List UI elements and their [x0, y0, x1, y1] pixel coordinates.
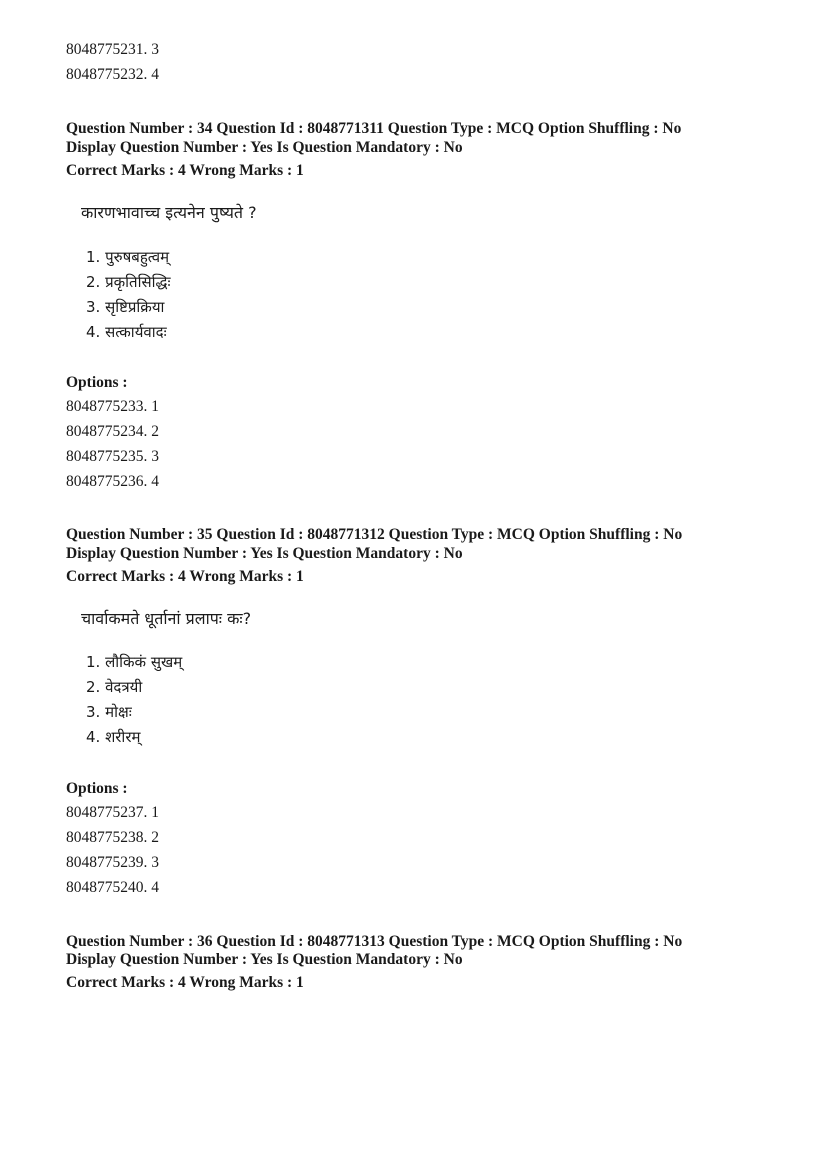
- options-label: Options :: [66, 374, 128, 391]
- question-header: Question Number : 35 Question Id : 8048771312 Question Type : MCQ Option Shuffling : No: [66, 526, 683, 543]
- question-header: Question Number : 36 Question Id : 8048771313 Question Type : MCQ Option Shuffling : No: [66, 933, 683, 950]
- question-text: चार्वाकमते धूर्तानां प्रलापः कः?: [81, 609, 252, 628]
- answer-choice: 2. वेदत्रयी: [86, 678, 143, 696]
- answer-choice: 4. शरीरम्: [86, 728, 141, 746]
- answer-choice: 1. लौकिकं सुखम्: [86, 653, 183, 671]
- answer-choice: 3. मोक्षः: [86, 703, 132, 721]
- option-row: 8048775235. 3: [66, 448, 159, 465]
- option-row: 8048775238. 2: [66, 829, 159, 846]
- options-label: Options :: [66, 780, 128, 797]
- question-display-info: Display Question Number : Yes Is Question Mandatory : No: [66, 951, 463, 968]
- question-header: Question Number : 34 Question Id : 8048771311 Question Type : MCQ Option Shuffling : No: [66, 120, 682, 137]
- option-row: 8048775233. 1: [66, 398, 159, 415]
- question-marks: Correct Marks : 4 Wrong Marks : 1: [66, 974, 304, 991]
- answer-choice: 3. सृष्टिप्रक्रिया: [86, 298, 165, 316]
- option-row: 8048775231. 3: [66, 41, 159, 58]
- option-row: 8048775232. 4: [66, 66, 159, 83]
- option-row: 8048775240. 4: [66, 879, 159, 896]
- question-text: कारणभावाच्च इत्यनेन पुष्यते ?: [81, 203, 257, 222]
- question-marks: Correct Marks : 4 Wrong Marks : 1: [66, 162, 304, 179]
- option-row: 8048775239. 3: [66, 854, 159, 871]
- answer-choice: 2. प्रकृतिसिद्धिः: [86, 273, 171, 291]
- option-row: 8048775234. 2: [66, 423, 159, 440]
- option-row: 8048775236. 4: [66, 473, 159, 490]
- question-display-info: Display Question Number : Yes Is Question Mandatory : No: [66, 139, 463, 156]
- answer-choice: 4. सत्कार्यवादः: [86, 323, 167, 341]
- answer-choice: 1. पुरुषबहुत्वम्: [86, 248, 170, 266]
- question-marks: Correct Marks : 4 Wrong Marks : 1: [66, 568, 304, 585]
- question-display-info: Display Question Number : Yes Is Question Mandatory : No: [66, 545, 463, 562]
- option-row: 8048775237. 1: [66, 804, 159, 821]
